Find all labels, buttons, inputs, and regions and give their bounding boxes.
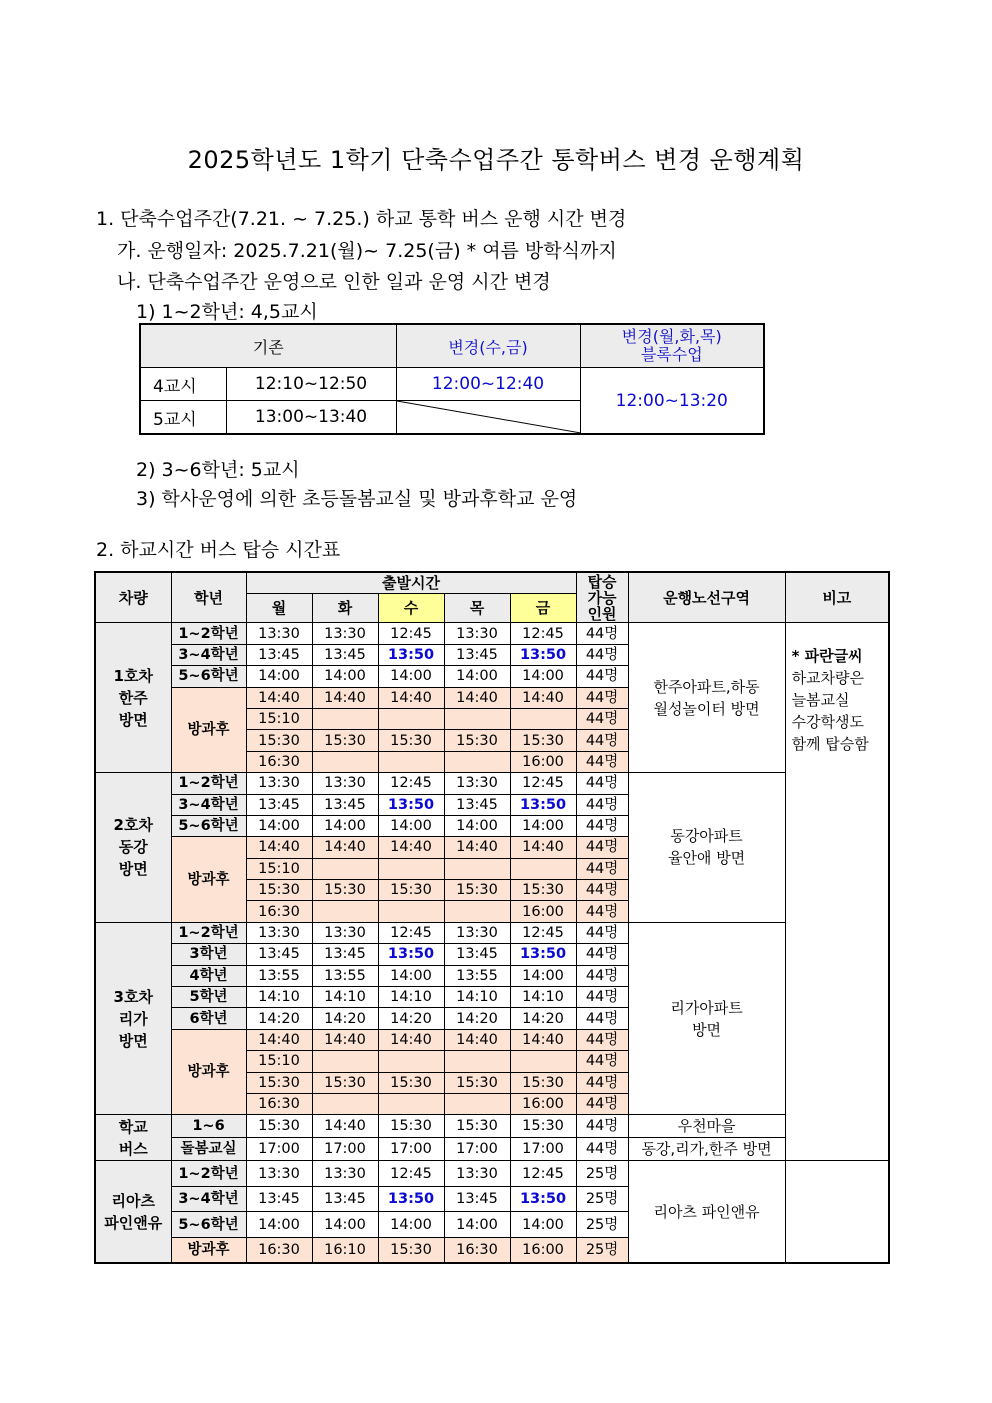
bus3-after-time-mon: 15:30	[246, 1072, 312, 1093]
bus1-after-capacity: 44명	[576, 751, 628, 772]
bus2-time-wed: 13:50	[378, 794, 444, 815]
bus3-time-wed: 14:00	[378, 965, 444, 986]
bus1-time-tue: 13:30	[312, 623, 378, 644]
school-bus-route: 동강,리가,한주 방면	[628, 1138, 785, 1161]
bus3-grade: 5학년	[171, 987, 246, 1008]
period-4-wed-fri: 12:00~12:40	[396, 368, 580, 401]
period-5: 5교시	[140, 401, 226, 435]
bus2-after-time-tue	[312, 858, 378, 879]
school-bus-capacity: 44명	[576, 1115, 628, 1138]
bus2-after-time-fri: 14:40	[510, 837, 576, 858]
bus1-after-time-fri: 14:40	[510, 687, 576, 708]
bus1-after-time-wed	[378, 708, 444, 729]
bus3-capacity: 44명	[576, 922, 628, 943]
bus3-time-tue: 13:30	[312, 922, 378, 943]
bus2-time-wed: 14:00	[378, 815, 444, 836]
bus2-time-fri: 13:50	[510, 794, 576, 815]
bus2-time-mon: 13:45	[246, 794, 312, 815]
bus1-after-time-tue: 14:40	[312, 687, 378, 708]
bus3-after-capacity: 44명	[576, 1029, 628, 1050]
period-change-table	[139, 323, 765, 435]
header-block-line1: 변경(월,화,목)	[621, 327, 722, 346]
bus2-route: 동강아파트 율안애 방면	[628, 773, 785, 923]
diagonal-line	[397, 401, 581, 433]
richt-time-wed: 13:50	[378, 1186, 444, 1212]
school-bus-time-tue: 14:40	[312, 1115, 378, 1138]
bus1-grade: 3~4학년	[171, 644, 246, 665]
bus3-time-tue: 14:20	[312, 1008, 378, 1029]
school-bus-time-thu: 15:30	[444, 1115, 510, 1138]
bus3-time-fri: 14:10	[510, 987, 576, 1008]
bus2-after-time-thu: 15:30	[444, 880, 510, 901]
school-bus-time-fri: 17:00	[510, 1138, 576, 1161]
bus1-capacity: 44명	[576, 644, 628, 665]
bus2-after-time-tue	[312, 901, 378, 922]
bus1-after-time-thu: 14:40	[444, 687, 510, 708]
school-bus-time-wed: 15:30	[378, 1115, 444, 1138]
bus3-time-mon: 13:55	[246, 965, 312, 986]
bus2-after-label: 방과후	[171, 837, 246, 923]
bus3-after-time-mon: 15:10	[246, 1051, 312, 1072]
school-bus-time-mon: 17:00	[246, 1138, 312, 1161]
bus2-after-time-thu	[444, 858, 510, 879]
school-bus-time-thu: 17:00	[444, 1138, 510, 1161]
header-route: 운행노선구역	[628, 572, 785, 623]
bus3-after-time-thu: 15:30	[444, 1072, 510, 1093]
bus3-grade: 3학년	[171, 944, 246, 965]
bus2-time-fri: 14:00	[510, 815, 576, 836]
bus1-vehicle: 1호차 한주 방면	[95, 623, 171, 773]
bus1-after-label: 방과후	[171, 687, 246, 773]
bus3-after-time-thu: 14:40	[444, 1029, 510, 1050]
bus1-route: 한주아파트,하동 월성놀이터 방면	[628, 623, 785, 773]
bus3-after-capacity: 44명	[576, 1051, 628, 1072]
bus3-after-time-wed: 15:30	[378, 1072, 444, 1093]
richt-time-wed: 14:00	[378, 1212, 444, 1238]
bus2-row	[95, 773, 889, 794]
bus2-after-time-wed: 14:40	[378, 837, 444, 858]
bus1-capacity: 44명	[576, 666, 628, 687]
school-bus-vehicle: 학교 버스	[95, 1115, 171, 1161]
care-class-note: 3) 학사운영에 의한 초등돌봄교실 및 방과후학교 운영	[136, 488, 578, 510]
header-existing: 기존	[140, 324, 396, 368]
bus2-time-mon: 13:30	[246, 773, 312, 794]
richt-time-thu: 14:00	[444, 1212, 510, 1238]
period-5-time: 13:00~13:40	[226, 401, 396, 435]
bus2-after-time-fri	[510, 858, 576, 879]
bus3-time-tue: 13:55	[312, 965, 378, 986]
richt-after-label: 방과후	[171, 1237, 246, 1263]
bus2-grade: 1~2학년	[171, 773, 246, 794]
bus3-time-fri: 14:00	[510, 965, 576, 986]
richt-vehicle: 리아츠 파인앤유	[95, 1161, 171, 1264]
bus3-time-fri: 12:45	[510, 922, 576, 943]
bus2-after-time-mon: 16:30	[246, 901, 312, 922]
bus2-time-thu: 14:00	[444, 815, 510, 836]
bus1-row	[95, 623, 889, 644]
school-bus-time-tue: 17:00	[312, 1138, 378, 1161]
bus2-after-capacity: 44명	[576, 901, 628, 922]
bus3-time-mon: 13:30	[246, 922, 312, 943]
bus1-time-mon: 13:30	[246, 623, 312, 644]
bus1-after-time-fri	[510, 708, 576, 729]
bus1-time-mon: 14:00	[246, 666, 312, 687]
bus2-after-capacity: 44명	[576, 837, 628, 858]
bus1-after-time-tue	[312, 708, 378, 729]
header-departure: 출발시간	[246, 572, 576, 594]
bus3-row	[95, 922, 889, 943]
bus1-after-time-mon: 15:10	[246, 708, 312, 729]
bus2-after-time-tue: 15:30	[312, 880, 378, 901]
bus3-after-time-wed: 14:40	[378, 1029, 444, 1050]
bus2-after-time-thu	[444, 901, 510, 922]
bus3-grade: 1~2학년	[171, 922, 246, 943]
bus3-time-wed: 13:50	[378, 944, 444, 965]
bus1-grade: 5~6학년	[171, 666, 246, 687]
bus1-time-wed: 13:50	[378, 644, 444, 665]
bus3-time-wed: 12:45	[378, 922, 444, 943]
bus3-after-time-tue: 15:30	[312, 1072, 378, 1093]
bus3-after-capacity: 44명	[576, 1072, 628, 1093]
header-grade: 학년	[171, 572, 246, 623]
bus2-time-mon: 14:00	[246, 815, 312, 836]
bus3-capacity: 44명	[576, 944, 628, 965]
bus3-after-time-wed	[378, 1051, 444, 1072]
bus3-time-wed: 14:20	[378, 1008, 444, 1029]
bus3-time-fri: 14:20	[510, 1008, 576, 1029]
header-wed-fri: 변경(수,금)	[396, 324, 580, 368]
richt-time-fri: 13:50	[510, 1186, 576, 1212]
richt-time-tue: 13:45	[312, 1186, 378, 1212]
bus1-after-time-tue: 15:30	[312, 730, 378, 751]
bus2-after-time-mon: 14:40	[246, 837, 312, 858]
bus1-time-tue: 14:00	[312, 666, 378, 687]
bus3-after-time-mon: 14:40	[246, 1029, 312, 1050]
section-1-heading-b: (7.21. ~ 7.25.)	[230, 208, 370, 230]
bus3-after-time-tue	[312, 1051, 378, 1072]
bus2-after-time-tue: 14:40	[312, 837, 378, 858]
school-bus-route: 우천마을	[628, 1115, 785, 1138]
bus3-route: 리가아파트 방면	[628, 922, 785, 1115]
bus1-time-fri: 12:45	[510, 623, 576, 644]
bus2-vehicle: 2호차 동강 방면	[95, 773, 171, 923]
bus3-time-tue: 13:45	[312, 944, 378, 965]
richt-note-empty	[785, 1161, 889, 1264]
bus3-after-time-wed	[378, 1093, 444, 1114]
richt-after-time-mon: 16:30	[246, 1237, 312, 1263]
bus3-time-thu: 13:30	[444, 922, 510, 943]
header-day-0: 월	[246, 594, 312, 623]
header-day-1: 화	[312, 594, 378, 623]
section-1-heading	[96, 204, 626, 231]
bus3-after-time-tue	[312, 1093, 378, 1114]
richt-time-fri: 14:00	[510, 1212, 576, 1238]
period-4-time: 12:10~12:50	[226, 368, 396, 401]
richt-time-mon: 14:00	[246, 1212, 312, 1238]
richt-after-time-thu: 16:30	[444, 1237, 510, 1263]
bus1-after-time-mon: 16:30	[246, 751, 312, 772]
bus2-time-wed: 12:45	[378, 773, 444, 794]
header-block	[580, 324, 764, 368]
bus2-grade: 5~6학년	[171, 815, 246, 836]
bus2-after-time-fri: 16:00	[510, 901, 576, 922]
block-time: 12:00~13:20	[580, 368, 764, 435]
school-bus-time-mon: 15:30	[246, 1115, 312, 1138]
richt-time-fri: 12:45	[510, 1161, 576, 1187]
page-title: 2025학년도 1학기 단축수업주간 통학버스 변경 운행계획	[187, 146, 805, 174]
bus3-vehicle: 3호차 리가 방면	[95, 922, 171, 1115]
richt-grade: 5~6학년	[171, 1212, 246, 1238]
section-2-heading: 2. 하교시간 버스 탑승 시간표	[96, 539, 341, 561]
bus1-time-thu: 13:45	[444, 644, 510, 665]
bus3-time-mon: 14:20	[246, 1008, 312, 1029]
header-day-4: 금	[510, 594, 576, 623]
bus3-time-thu: 14:20	[444, 1008, 510, 1029]
section-1-heading-c: 하교 통학 버스 운행 시간 변경	[369, 208, 627, 230]
richt-time-thu: 13:30	[444, 1161, 510, 1187]
school-bus-grade: 1~6	[171, 1115, 246, 1138]
header-note: 비고	[785, 572, 889, 623]
richt-route: 리아츠 파인앤유	[628, 1161, 785, 1264]
header-capacity: 탑승 가능 인원	[576, 572, 628, 623]
bus3-time-tue: 14:10	[312, 987, 378, 1008]
bus3-after-label: 방과후	[171, 1029, 246, 1115]
richt-after-time-tue: 16:10	[312, 1237, 378, 1263]
school-bus-row	[95, 1138, 889, 1161]
bus1-capacity: 44명	[576, 623, 628, 644]
bus1-time-wed: 12:45	[378, 623, 444, 644]
bus2-after-time-wed: 15:30	[378, 880, 444, 901]
bus1-time-fri: 14:00	[510, 666, 576, 687]
school-bus-row	[95, 1115, 889, 1138]
note-cell: * 파란글씨 하교차량은 늘봄교실 수강학생도 함께 탑승함	[785, 623, 889, 1161]
richt-after-time-wed: 15:30	[378, 1237, 444, 1263]
school-bus-time-wed: 17:00	[378, 1138, 444, 1161]
bus1-after-time-thu	[444, 751, 510, 772]
grade-3-6-periods: 2) 3~6학년: 5교시	[136, 459, 300, 481]
richt-capacity: 25명	[576, 1212, 628, 1238]
bus1-after-time-mon: 15:30	[246, 730, 312, 751]
school-bus-capacity: 44명	[576, 1138, 628, 1161]
richt-time-thu: 13:45	[444, 1186, 510, 1212]
bus1-after-time-thu: 15:30	[444, 730, 510, 751]
note-title: * 파란글씨	[791, 647, 863, 666]
richt-grade: 3~4학년	[171, 1186, 246, 1212]
richt-time-mon: 13:30	[246, 1161, 312, 1187]
richt-time-mon: 13:45	[246, 1186, 312, 1212]
bus3-after-time-fri	[510, 1051, 576, 1072]
bus3-after-capacity: 44명	[576, 1093, 628, 1114]
bus3-grade: 4학년	[171, 965, 246, 986]
bus2-after-time-fri: 15:30	[510, 880, 576, 901]
school-bus-time-fri: 15:30	[510, 1115, 576, 1138]
bus2-time-tue: 13:45	[312, 794, 378, 815]
header-day-2: 수	[378, 594, 444, 623]
section-1-heading-a: 1. 단축수업주간	[96, 208, 231, 230]
bus2-time-thu: 13:45	[444, 794, 510, 815]
bus2-time-thu: 13:30	[444, 773, 510, 794]
bus3-time-wed: 14:10	[378, 987, 444, 1008]
schedule-change-note: 나. 단축수업주간 운영으로 인한 일과 운영 시간 변경	[117, 271, 551, 293]
bus3-capacity: 44명	[576, 965, 628, 986]
richt-capacity: 25명	[576, 1186, 628, 1212]
period-4: 4교시	[140, 368, 226, 401]
bus1-grade: 1~2학년	[171, 623, 246, 644]
bus3-after-time-fri: 14:40	[510, 1029, 576, 1050]
bus1-after-time-fri: 15:30	[510, 730, 576, 751]
bus3-after-time-mon: 16:30	[246, 1093, 312, 1114]
bus2-after-time-thu: 14:40	[444, 837, 510, 858]
operation-dates: 가. 운행일자: 2025.7.21(월)~ 7.25(금) * 여름 방학식까지	[117, 240, 617, 262]
timetable-header-row	[95, 572, 889, 594]
bus3-time-thu: 13:45	[444, 944, 510, 965]
bus3-time-mon: 13:45	[246, 944, 312, 965]
bus3-time-thu: 14:10	[444, 987, 510, 1008]
bus1-after-capacity: 44명	[576, 687, 628, 708]
bus2-after-capacity: 44명	[576, 858, 628, 879]
richt-time-tue: 13:30	[312, 1161, 378, 1187]
bus1-after-time-fri: 16:00	[510, 751, 576, 772]
bus3-after-time-fri: 16:00	[510, 1093, 576, 1114]
bus1-time-fri: 13:50	[510, 644, 576, 665]
bus2-grade: 3~4학년	[171, 794, 246, 815]
richt-grade: 1~2학년	[171, 1161, 246, 1187]
bus1-time-wed: 14:00	[378, 666, 444, 687]
bus2-after-time-mon: 15:10	[246, 858, 312, 879]
bus1-after-capacity: 44명	[576, 708, 628, 729]
richt-time-tue: 14:00	[312, 1212, 378, 1238]
bus2-time-tue: 14:00	[312, 815, 378, 836]
bus2-after-time-wed	[378, 858, 444, 879]
bus3-capacity: 44명	[576, 1008, 628, 1029]
header-vehicle: 차량	[95, 572, 171, 623]
bus3-time-fri: 13:50	[510, 944, 576, 965]
bus1-after-time-wed	[378, 751, 444, 772]
bus1-after-time-wed: 14:40	[378, 687, 444, 708]
richt-after-capacity: 25명	[576, 1237, 628, 1263]
richt-capacity: 25명	[576, 1161, 628, 1187]
period-5-wed-fri-empty	[396, 401, 580, 435]
richt-after-time-fri: 16:00	[510, 1237, 576, 1263]
bus2-capacity: 44명	[576, 773, 628, 794]
header-day-3: 목	[444, 594, 510, 623]
bus3-time-mon: 14:10	[246, 987, 312, 1008]
bus1-after-capacity: 44명	[576, 730, 628, 751]
bus1-time-thu: 14:00	[444, 666, 510, 687]
bus2-after-time-wed	[378, 901, 444, 922]
bus1-after-time-tue	[312, 751, 378, 772]
bus2-after-time-mon: 15:30	[246, 880, 312, 901]
grade-1-2-periods: 1) 1~2학년: 4,5교시	[136, 301, 318, 323]
bus1-after-time-mon: 14:40	[246, 687, 312, 708]
richt-row	[95, 1161, 889, 1187]
bus1-after-time-thu	[444, 708, 510, 729]
bus1-time-mon: 13:45	[246, 644, 312, 665]
bus2-capacity: 44명	[576, 794, 628, 815]
bus2-after-capacity: 44명	[576, 880, 628, 901]
header-block-line2: 블록수업	[640, 345, 703, 364]
bus2-time-fri: 12:45	[510, 773, 576, 794]
bus2-capacity: 44명	[576, 815, 628, 836]
bus3-after-time-thu	[444, 1051, 510, 1072]
bus1-after-time-wed: 15:30	[378, 730, 444, 751]
bus3-after-time-thu	[444, 1093, 510, 1114]
bus1-time-thu: 13:30	[444, 623, 510, 644]
bus3-after-time-tue: 14:40	[312, 1029, 378, 1050]
bus-timetable	[94, 571, 890, 1264]
bus3-capacity: 44명	[576, 987, 628, 1008]
school-bus-grade: 돌봄교실	[171, 1138, 246, 1161]
bus3-time-thu: 13:55	[444, 965, 510, 986]
bus3-after-time-fri: 15:30	[510, 1072, 576, 1093]
richt-time-wed: 12:45	[378, 1161, 444, 1187]
bus1-time-tue: 13:45	[312, 644, 378, 665]
bus2-time-tue: 13:30	[312, 773, 378, 794]
bus3-grade: 6학년	[171, 1008, 246, 1029]
